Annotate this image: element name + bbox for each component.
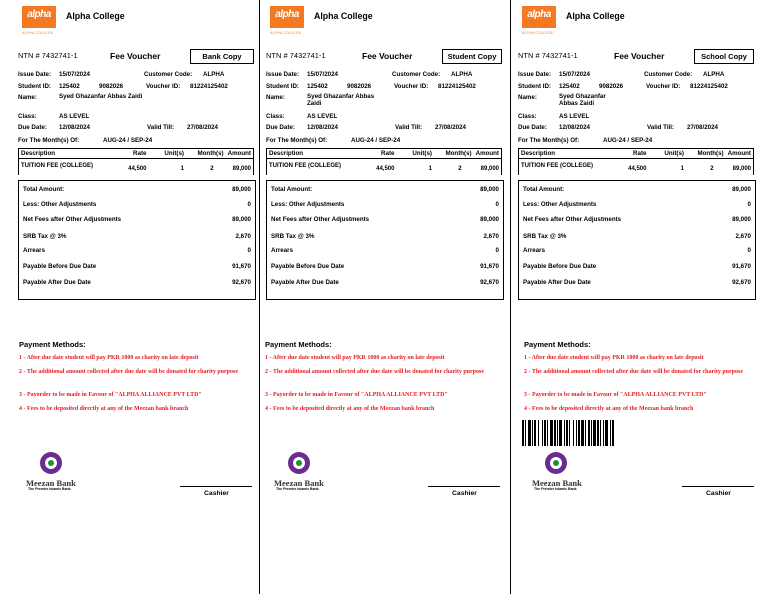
summary-amount: 89,000: [232, 186, 251, 193]
table-header: Unit(s): [396, 149, 433, 159]
summary-label: Payable Before Due Date: [271, 263, 345, 270]
summary-label: Net Fees after Other Adjustments: [271, 216, 370, 223]
summary-amount: 0: [747, 201, 751, 208]
table-cell: 89,000: [226, 159, 254, 176]
barcode-bar: [605, 420, 608, 446]
class-value: AS LEVEL: [559, 113, 590, 120]
fee-voucher: [266, 0, 508, 594]
table-cell: 2: [458, 165, 462, 172]
table-header: Month(s): [434, 149, 474, 159]
summary-label: Arrears: [271, 247, 294, 254]
table-header: Month(s): [186, 149, 226, 159]
months-value: AUG-24 / SEP-24: [351, 137, 401, 144]
table-cell: 1: [428, 165, 432, 172]
college-name: Alpha College: [314, 11, 373, 21]
issue-date: 15/07/2024: [559, 71, 590, 78]
customer-code: ALPHA: [451, 71, 473, 78]
summary-amount: 0: [747, 247, 751, 254]
summary-row: [523, 279, 751, 286]
summary-amount: 89,000: [232, 216, 251, 223]
payment-method-item: 2 - The additional amount collected after due date will be donated for charity purpose: [524, 369, 743, 375]
barcode-bar: [566, 420, 568, 446]
barcode-bar: [557, 420, 558, 446]
barcode-bar: [528, 420, 531, 446]
voucher-id: 81224125402: [438, 83, 476, 90]
payment-method-item: 4 - Fees to be deposited directly at any of the Meezan bank branch: [19, 406, 189, 412]
cashier-label: Cashier: [452, 490, 477, 497]
summary-row: [23, 233, 251, 240]
table-cell: TUITION FEE (COLLEGE): [19, 159, 110, 176]
table-header: Unit(s): [648, 149, 685, 159]
summary-label: Total Amount:: [271, 186, 313, 193]
table-row: [19, 159, 254, 176]
summary-row: [23, 279, 251, 286]
summary-amount: 0: [247, 201, 251, 208]
student-name: Syed Ghazanfar Abbas Zaidi: [307, 93, 375, 107]
table-cell: TUITION FEE (COLLEGE): [267, 159, 358, 176]
barcode-bar: [554, 420, 556, 446]
summary-label: SRB Tax @ 3%: [271, 233, 315, 240]
summary-amount: 91,670: [232, 263, 251, 270]
summary-amount: 89,000: [732, 216, 751, 223]
payment-methods-title: Payment Methods:: [524, 340, 591, 349]
meezan-bank-logo-icon: [288, 452, 310, 474]
cashier-signature-line: [428, 486, 500, 487]
customer-code-label: Customer Code:: [144, 71, 193, 78]
barcode-bar: [612, 420, 614, 446]
table-header: Unit(s): [148, 149, 185, 159]
summary-row: [23, 201, 251, 208]
table-header: Description: [519, 149, 610, 159]
class-value: AS LEVEL: [59, 113, 90, 120]
summary-row: [23, 247, 251, 254]
months-label: For The Month(s) Of:: [18, 137, 80, 144]
barcode-bar: [591, 420, 592, 446]
table-cell: 2: [210, 165, 214, 172]
due-date-label: Due Date:: [518, 124, 547, 131]
barcode-bar: [588, 420, 590, 446]
barcode-bar: [559, 420, 562, 446]
barcode-bar: [603, 420, 604, 446]
payment-method-item: 1 - After due date student will pay PKR 1000 as charity on late deposit: [265, 355, 445, 361]
name-label: Name:: [18, 94, 37, 101]
summary-row: [23, 263, 251, 270]
summary-amount: 89,000: [480, 216, 499, 223]
valid-till: 27/08/2024: [687, 124, 718, 131]
table-row: [267, 159, 502, 176]
summary-amount: 2,670: [483, 233, 499, 240]
college-logo-subtitle: ALPHA COLLEGE: [270, 31, 302, 35]
cashier-label: Cashier: [204, 490, 229, 497]
summary-label: Less: Other Adjustments: [271, 201, 345, 208]
student-id: 125402: [59, 83, 80, 90]
table-cell: 44,500: [128, 165, 147, 172]
student-id-secondary: 9082026: [599, 83, 624, 90]
fee-table: [266, 148, 502, 175]
months-label: For The Month(s) Of:: [518, 137, 580, 144]
fee-table: [518, 148, 754, 175]
issue-date-label: Issue Date:: [18, 71, 52, 78]
fee-summary: [266, 180, 504, 300]
table-cell: 89,000: [726, 159, 754, 176]
student-id-secondary: 9082026: [99, 83, 124, 90]
summary-row: [523, 233, 751, 240]
voucher-id: 81224125402: [190, 83, 228, 90]
voucher-divider: [510, 0, 511, 594]
payment-method-item: 1 - After due date student will pay PKR 1000 as charity on late deposit: [524, 355, 704, 361]
bank-tagline: The Premier Islamic Bank: [28, 487, 71, 491]
student-name: Syed Ghazanfar Abbas Zaidi: [559, 93, 606, 107]
payment-method-item: 2 - The additional amount collected after due date will be donated for charity purpose: [19, 369, 238, 375]
table-header: Description: [267, 149, 358, 159]
student-id: 125402: [559, 83, 580, 90]
voucher-title: Fee Voucher: [614, 51, 665, 61]
class-label: Class:: [518, 113, 537, 120]
college-logo: alpha: [522, 6, 556, 28]
summary-row: [271, 201, 499, 208]
summary-label: Arrears: [23, 247, 46, 254]
voucher-id-label: Voucher ID:: [646, 83, 681, 90]
ntn-number: NTN # 7432741-1: [266, 51, 326, 60]
summary-amount: 89,000: [480, 186, 499, 193]
summary-row: [523, 201, 751, 208]
fee-table: [18, 148, 254, 175]
payment-methods-title: Payment Methods:: [265, 340, 332, 349]
barcode-bar: [542, 420, 543, 446]
payment-method-item: 3 - Payorder to be made in Favour of "ALPHA ALLIANCE PVT LTD": [19, 392, 202, 398]
copy-label: Bank Copy: [190, 49, 254, 64]
months-label: For The Month(s) Of:: [266, 137, 328, 144]
summary-label: Less: Other Adjustments: [523, 201, 597, 208]
summary-label: Total Amount:: [523, 186, 565, 193]
table-header: Amount: [226, 149, 254, 159]
summary-amount: 2,670: [235, 233, 251, 240]
barcode-bar: [569, 420, 570, 446]
barcode-bar: [585, 420, 586, 446]
summary-label: Total Amount:: [23, 186, 65, 193]
summary-label: Payable After Due Date: [271, 279, 339, 286]
summary-label: SRB Tax @ 3%: [523, 233, 567, 240]
summary-amount: 2,670: [735, 233, 751, 240]
customer-code: ALPHA: [703, 71, 725, 78]
barcode-bar: [550, 420, 553, 446]
fee-summary: [518, 180, 756, 300]
payment-method-item: 1 - After due date student will pay PKR 1000 as charity on late deposit: [19, 355, 199, 361]
due-date: 12/08/2024: [59, 124, 90, 131]
ntn-number: NTN # 7432741-1: [18, 51, 78, 60]
barcode-bar: [600, 420, 601, 446]
summary-label: Payable Before Due Date: [523, 263, 597, 270]
barcode-bar: [525, 420, 526, 446]
barcode-bar: [597, 420, 599, 446]
summary-row: [23, 186, 251, 193]
student-id-label: Student ID:: [266, 83, 299, 90]
table-row: [519, 159, 754, 176]
summary-amount: 0: [247, 247, 251, 254]
college-logo: alpha: [22, 6, 56, 28]
summary-row: [271, 247, 499, 254]
cashier-signature-line: [180, 486, 252, 487]
issue-date-label: Issue Date:: [518, 71, 552, 78]
table-header: Rate: [357, 149, 396, 159]
table-header: Amount: [726, 149, 754, 159]
issue-date: 15/07/2024: [59, 71, 90, 78]
barcode: [522, 420, 648, 446]
barcode-bar: [573, 420, 574, 446]
due-date: 12/08/2024: [559, 124, 590, 131]
voucher-id-label: Voucher ID:: [146, 83, 181, 90]
fee-summary: [18, 180, 256, 300]
summary-label: Payable After Due Date: [23, 279, 91, 286]
voucher-title: Fee Voucher: [362, 51, 413, 61]
summary-row: [271, 233, 499, 240]
summary-row: [523, 247, 751, 254]
summary-label: Payable After Due Date: [523, 279, 591, 286]
table-cell: 89,000: [474, 159, 502, 176]
college-name: Alpha College: [66, 11, 125, 21]
table-cell: 1: [680, 165, 684, 172]
summary-label: SRB Tax @ 3%: [23, 233, 67, 240]
voucher-id-label: Voucher ID:: [394, 83, 429, 90]
valid-till-label: Valid Till:: [147, 124, 175, 131]
student-id: 125402: [307, 83, 328, 90]
barcode-bar: [576, 420, 577, 446]
barcode-bar: [581, 420, 584, 446]
summary-row: [271, 263, 499, 270]
valid-till-label: Valid Till:: [647, 124, 675, 131]
summary-label: Less: Other Adjustments: [23, 201, 97, 208]
college-name: Alpha College: [566, 11, 625, 21]
due-date-label: Due Date:: [18, 124, 47, 131]
customer-code-label: Customer Code:: [644, 71, 693, 78]
class-label: Class:: [18, 113, 37, 120]
issue-date: 15/07/2024: [307, 71, 338, 78]
table-header: Month(s): [686, 149, 726, 159]
cashier-signature-line: [682, 486, 754, 487]
table-cell: 44,500: [376, 165, 395, 172]
summary-amount: 91,670: [732, 263, 751, 270]
barcode-bar: [544, 420, 546, 446]
table-header: Rate: [609, 149, 648, 159]
bank-name: Meezan Bank: [274, 478, 324, 488]
payment-method-item: 3 - Payorder to be made in Favour of "ALPHA ALLIANCE PVT LTD": [524, 392, 707, 398]
summary-row: [271, 186, 499, 193]
student-name: Syed Ghazanfar Abbas Zaidi: [59, 93, 143, 100]
barcode-bar: [564, 420, 565, 446]
valid-till: 27/08/2024: [435, 124, 466, 131]
name-label: Name:: [266, 94, 285, 101]
summary-row: [523, 186, 751, 193]
summary-amount: 92,670: [732, 279, 751, 286]
summary-row: [523, 263, 751, 270]
table-header: Description: [19, 149, 110, 159]
barcode-bar: [534, 420, 536, 446]
barcode-bar: [538, 420, 539, 446]
barcode-bar: [593, 420, 596, 446]
summary-amount: 91,670: [480, 263, 499, 270]
summary-label: Net Fees after Other Adjustments: [23, 216, 122, 223]
table-cell: TUITION FEE (COLLEGE): [519, 159, 610, 176]
summary-amount: 89,000: [732, 186, 751, 193]
summary-label: Arrears: [523, 247, 546, 254]
meezan-bank-logo-icon: [545, 452, 567, 474]
bank-name: Meezan Bank: [532, 478, 582, 488]
payment-method-item: 4 - Fees to be deposited directly at any of the Meezan bank branch: [265, 406, 435, 412]
meezan-bank-logo-icon: [40, 452, 62, 474]
fee-voucher: [518, 0, 760, 594]
student-id-secondary: 9082026: [347, 83, 372, 90]
cashier-label: Cashier: [706, 490, 731, 497]
table-cell: 44,500: [628, 165, 647, 172]
summary-amount: 92,670: [480, 279, 499, 286]
valid-till-label: Valid Till:: [395, 124, 423, 131]
barcode-bar: [547, 420, 548, 446]
copy-label: Student Copy: [442, 49, 502, 64]
class-label: Class:: [266, 113, 285, 120]
table-header: Rate: [109, 149, 148, 159]
bank-name: Meezan Bank: [26, 478, 76, 488]
barcode-bar: [522, 420, 524, 446]
summary-amount: 0: [495, 201, 499, 208]
summary-row: [271, 279, 499, 286]
payment-method-item: 4 - Fees to be deposited directly at any of the Meezan bank branch: [524, 406, 694, 412]
bank-tagline: The Premier Islamic Bank: [276, 487, 319, 491]
fee-voucher: [18, 0, 260, 594]
class-value: AS LEVEL: [307, 113, 338, 120]
customer-code: ALPHA: [203, 71, 225, 78]
college-logo: alpha: [270, 6, 304, 28]
payment-method-item: 3 - Payorder to be made in Favour of "ALPHA ALLIANCE PVT LTD": [265, 392, 448, 398]
student-id-label: Student ID:: [18, 83, 51, 90]
table-cell: 2: [710, 165, 714, 172]
summary-amount: 0: [495, 247, 499, 254]
summary-row: [523, 216, 751, 223]
barcode-bar: [532, 420, 533, 446]
student-id-label: Student ID:: [518, 83, 551, 90]
college-logo-subtitle: ALPHA COLLEGE: [522, 31, 554, 35]
customer-code-label: Customer Code:: [392, 71, 441, 78]
summary-row: [23, 216, 251, 223]
voucher-id: 81224125402: [690, 83, 728, 90]
months-value: AUG-24 / SEP-24: [603, 137, 653, 144]
college-logo-subtitle: ALPHA COLLEGE: [22, 31, 54, 35]
barcode-bar: [578, 420, 580, 446]
bank-tagline: The Premier Islamic Bank: [534, 487, 577, 491]
due-date: 12/08/2024: [307, 124, 338, 131]
table-cell: 1: [180, 165, 184, 172]
due-date-label: Due Date:: [266, 124, 295, 131]
summary-row: [271, 216, 499, 223]
months-value: AUG-24 / SEP-24: [103, 137, 153, 144]
barcode-bar: [610, 420, 611, 446]
summary-amount: 92,670: [232, 279, 251, 286]
payment-method-item: 2 - The additional amount collected after due date will be donated for charity purpose: [265, 369, 484, 375]
name-label: Name:: [518, 94, 537, 101]
ntn-number: NTN # 7432741-1: [518, 51, 578, 60]
payment-methods-title: Payment Methods:: [19, 340, 86, 349]
valid-till: 27/08/2024: [187, 124, 218, 131]
summary-label: Payable Before Due Date: [23, 263, 97, 270]
summary-label: Net Fees after Other Adjustments: [523, 216, 622, 223]
table-header: Amount: [474, 149, 502, 159]
voucher-title: Fee Voucher: [110, 51, 161, 61]
issue-date-label: Issue Date:: [266, 71, 300, 78]
copy-label: School Copy: [694, 49, 754, 64]
